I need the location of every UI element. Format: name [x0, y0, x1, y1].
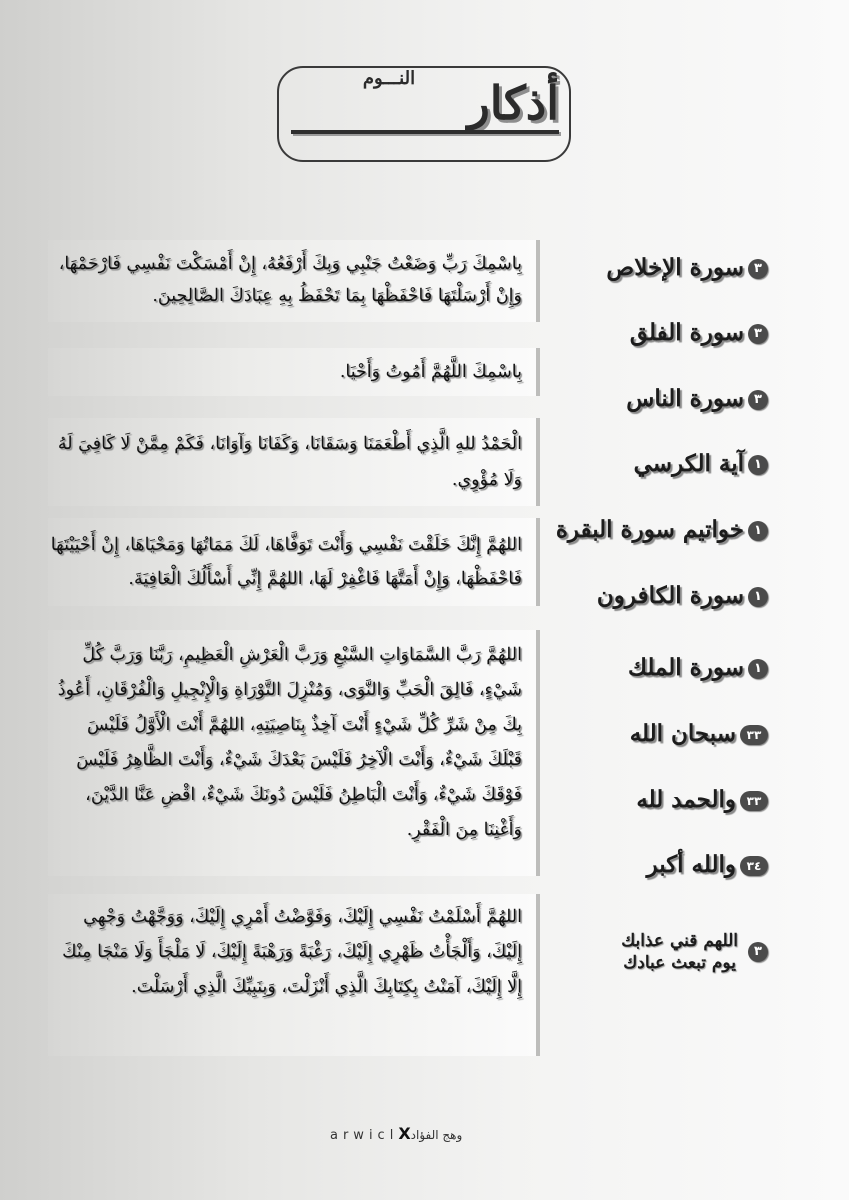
surah-label: سورة الفلق — [629, 319, 744, 346]
page-title: أذكار — [467, 76, 559, 130]
surah-label: خواتيم سورة البقرة — [555, 516, 744, 543]
dhikr-panel-5 — [48, 630, 540, 876]
dhikr-panel-4 — [48, 518, 540, 606]
surah-item — [518, 648, 768, 688]
special-dua-text — [621, 930, 738, 974]
title-subtitle: النـــوم — [362, 68, 416, 89]
brand-arabic: وهج الفؤاد — [410, 1128, 463, 1142]
count-badge: ٣ — [748, 324, 768, 344]
surah-label: والحمد لله — [636, 786, 736, 813]
surah-label: سورة الناس — [626, 385, 744, 412]
count-badge: ٣ — [748, 259, 768, 279]
dhikr-panel-3 — [48, 418, 540, 506]
dhikr-text-4: اللهُمَّ إِنَّكَ خَلَقْتَ نَفْسِي وَأَنْتَ تَوَفَّاهَا، لَكَ مَمَاتُهَا وَمَحْيَاهَا، إِنْ أَحْيَيْتَهَا فَاحْفَظْهَا، وَإِنْ أَمَتَّهَا فَاغْفِرْ لَهَا، اللهُمَّ إِنِّي أَسْأَلُكَ الْعَافِيَةَ. — [50, 535, 522, 589]
dhikr-text-6: اللهُمَّ أَسْلَمْتُ نَفْسِي إِلَيْكَ، وَفَوَّضْتُ أَمْرِي إِلَيْكَ، وَوَجَّهْتُ وَجْهِي إِلَيْكَ، وَأَلْجَأْتُ ظَهْرِي إِلَيْكَ، رَغْبَةً وَرَهْبَةً إِلَيْكَ، لَا مَلْجَأَ وَلَا مَنْجَا مِنْكَ إِلَّا إِلَيْكَ، آمَنْتُ بِكِتَابِكَ الَّذِي أَنْزَلْتَ، وَبِنَبِيِّكَ الَّذِي أَرْسَلْتَ. — [62, 907, 522, 997]
count-badge: ١ — [748, 521, 768, 541]
surah-label: سورة الكافرون — [596, 582, 744, 609]
dhikr-text-1: بِاسْمِكَ رَبِّ وَضَعْتُ جَنْبِي وَبِكَ أَرْفَعُهُ، إِنْ أَمْسَكْتَ نَفْسِي فَارْحَمْهَا، وَإِنْ أَرْسَلْتَهَا فَاحْفَظْهَا بِمَا تَحْفَظُ بِهِ عِبَادَكَ الصَّالِحِينَ. — [58, 254, 522, 306]
special-dua-line: يوم تبعث عبادك — [623, 953, 736, 973]
count-badge: ١ — [748, 587, 768, 607]
count-badge: ٣٤ — [740, 856, 768, 876]
surah-item — [518, 714, 768, 754]
surah-item — [518, 444, 768, 484]
count-badge: ٣ — [748, 942, 768, 962]
count-badge: ١ — [748, 659, 768, 679]
dhikr-text-3: الْحَمْدُ للهِ الَّذِي أَطْعَمَنَا وَسَقَانَا، وَكَفَانَا وَآوَانَا، فَكَمْ مِمَّنْ لَا كَافِيَ لَهُ وَلَا مُؤْوِي. — [57, 434, 522, 490]
count-badge: ٣٣ — [740, 725, 768, 745]
dhikr-text-5: اللهُمَّ رَبَّ السَّمَاوَاتِ السَّبْعِ وَرَبَّ الْعَرْشِ الْعَظِيمِ، رَبَّنَا وَرَبَّ كُلِّ شَيْءٍ، فَالِقَ الْحَبِّ وَالنَّوَى، وَمُنْزِلَ التَّوْرَاةِ وَالْإِنْجِيلِ وَالْفُرْقَانِ، أَعُوذُ بِكَ مِنْ شَرِّ كُلِّ شَيْءٍ أَنْتَ آخِذٌ بِنَاصِيَتِهِ، اللهُمَّ أَنْتَ الْأَوَّلُ فَلَيْسَ قَبْلَكَ شَيْءٌ، وَأَنْتَ الْآخِرُ فَلَيْسَ بَعْدَكَ شَيْءٌ، وَأَنْتَ الظَّاهِرُ فَلَيْسَ فَوْقَكَ شَيْءٌ، وَأَنْتَ الْبَاطِنُ فَلَيْسَ دُونَكَ شَيْءٌ، اقْضِ عَنَّا الدَّيْنَ، وَأَغْنِنَا مِنَ الْفَقْرِ. — [57, 645, 522, 840]
brand-logo-icon: X — [398, 1124, 411, 1143]
dhikr-panel-1 — [48, 240, 540, 322]
surah-label: آية الكرسي — [633, 450, 744, 477]
title-underline — [291, 130, 559, 134]
dhikr-panel-2 — [48, 348, 540, 396]
surah-item — [518, 576, 768, 616]
surah-item — [518, 845, 768, 885]
count-badge: ١ — [748, 455, 768, 475]
dhikr-text-2: بِاسْمِكَ اللَّهُمَّ أَمُوتُ وَأَحْيَا. — [339, 362, 522, 382]
surah-label: والله أكبر — [646, 851, 736, 878]
surah-item — [518, 379, 768, 419]
footer-brand — [330, 1124, 530, 1146]
dhikr-panel-6 — [48, 894, 540, 1056]
surah-label: سورة الإخلاص — [606, 254, 744, 281]
surah-label: سبحان الله — [629, 720, 736, 747]
title-frame — [277, 66, 571, 162]
surah-item — [518, 510, 768, 550]
special-dua-line: اللهم قني عذابك — [621, 931, 738, 951]
count-badge: ٣٣ — [740, 791, 768, 811]
surah-item — [518, 248, 768, 288]
surah-item — [518, 313, 768, 353]
special-dua-item — [598, 930, 768, 986]
brand-latin: arwicl — [330, 1128, 399, 1143]
surah-label: سورة الملك — [627, 654, 744, 681]
count-badge: ٣ — [748, 390, 768, 410]
surah-item — [518, 780, 768, 820]
